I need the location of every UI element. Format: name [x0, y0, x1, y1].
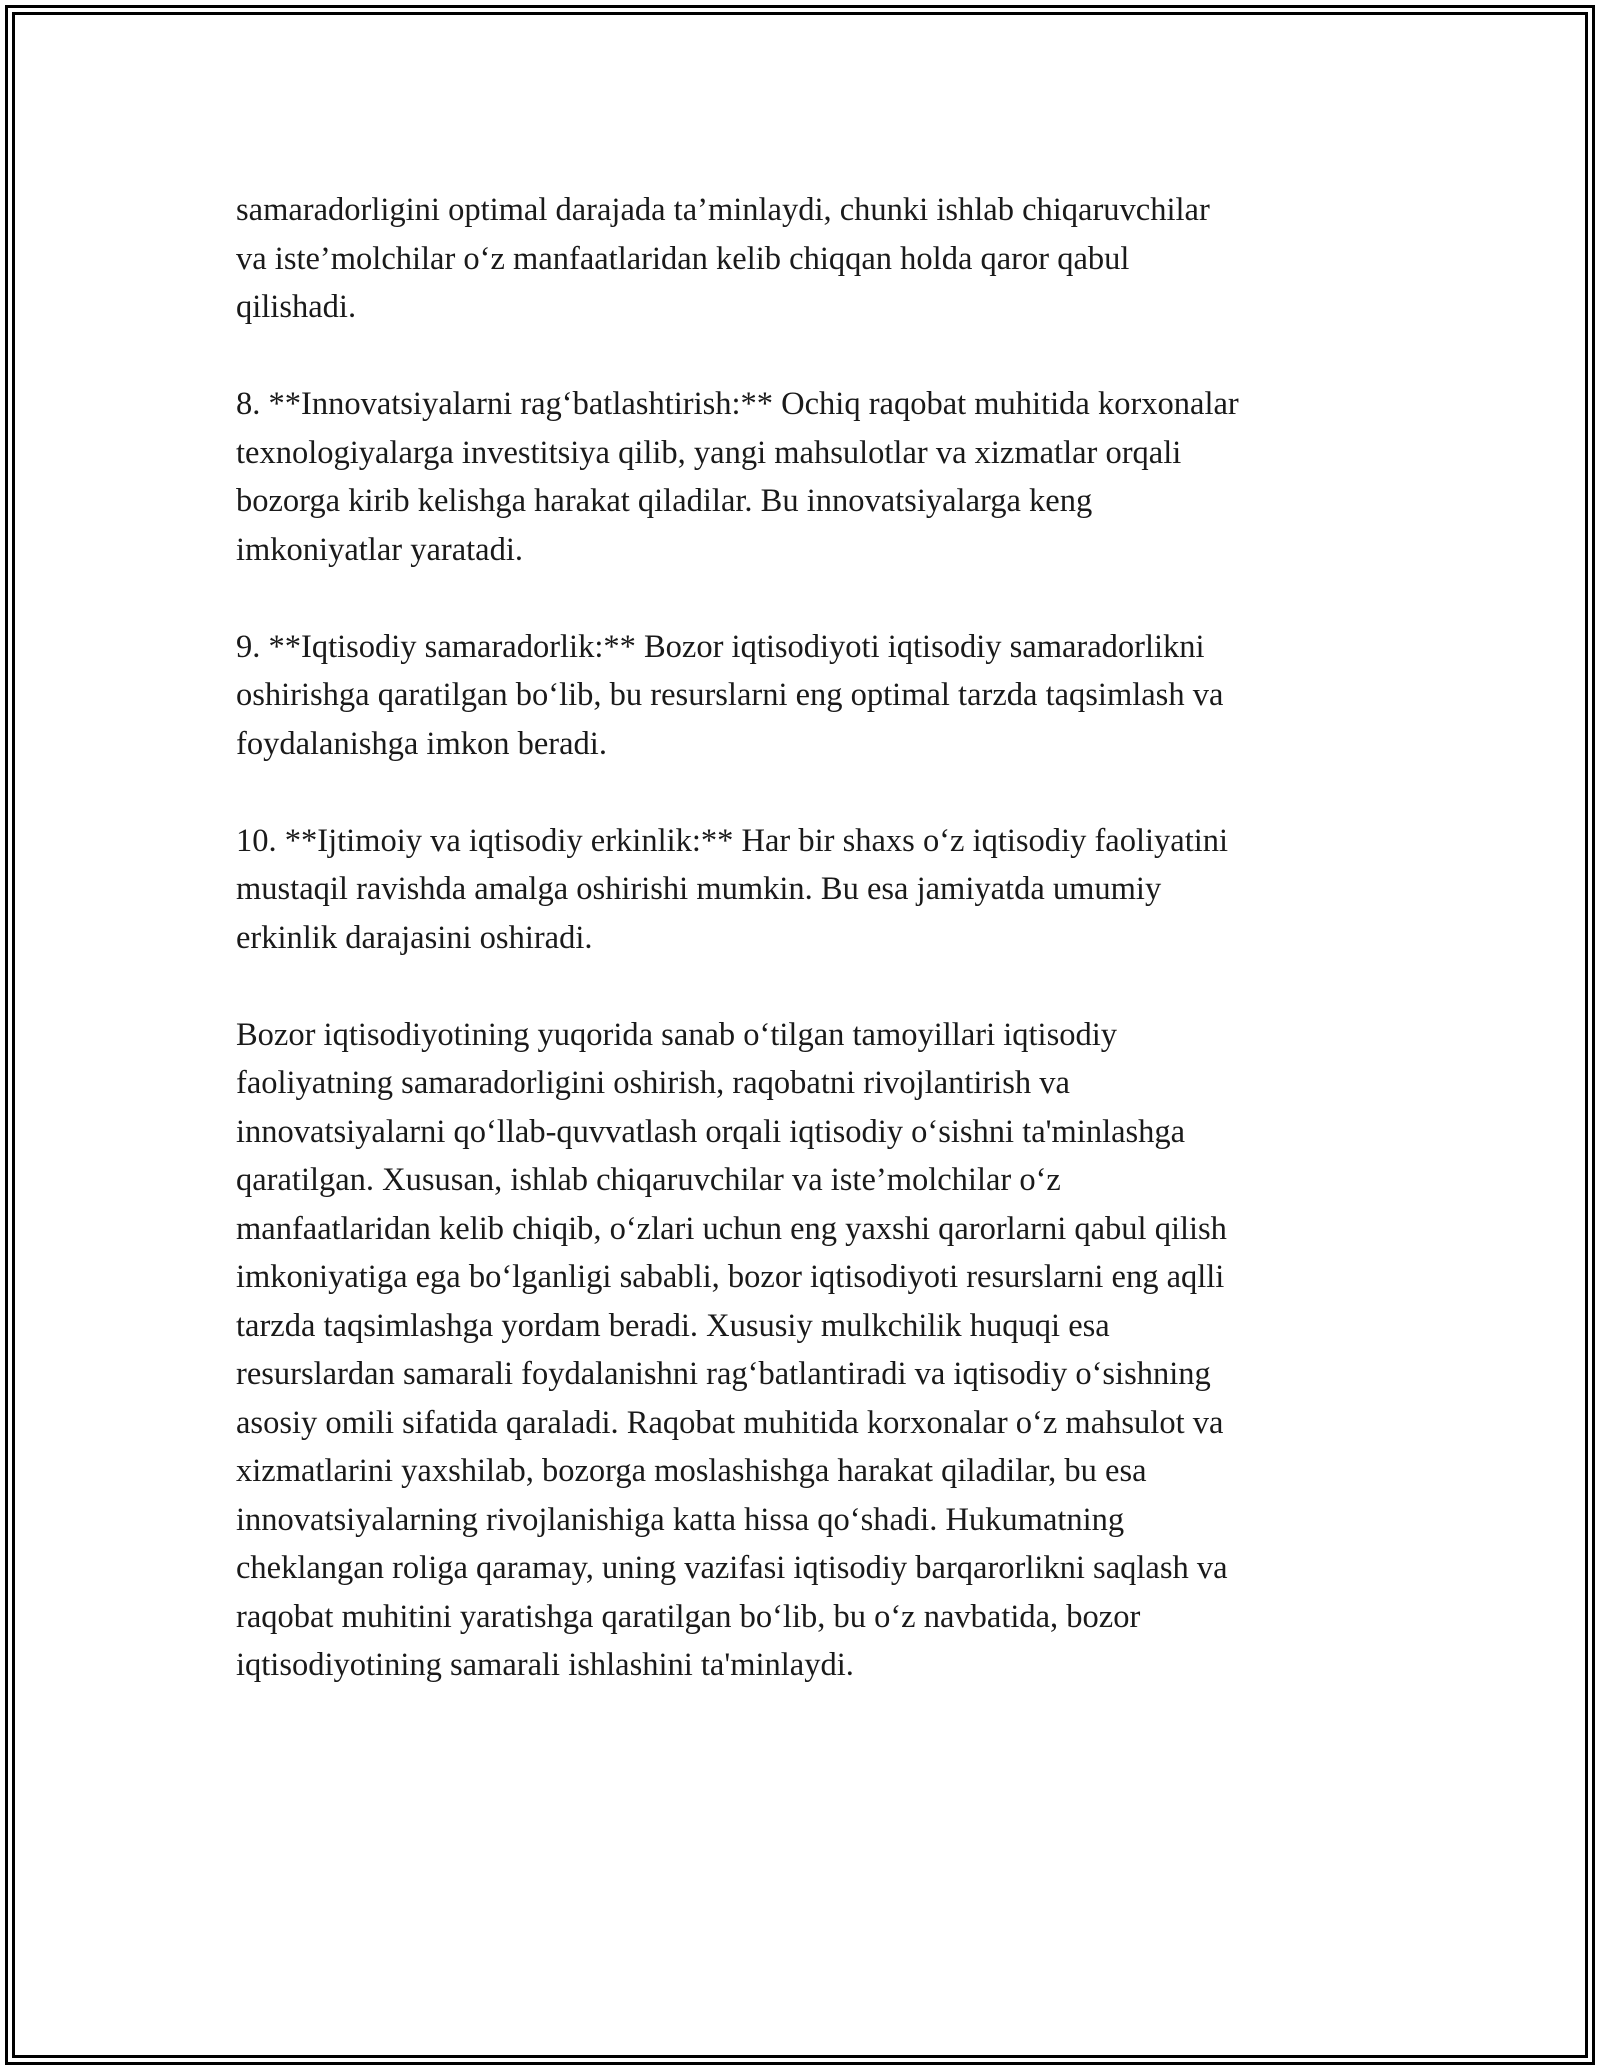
text-line: Bozor iqtisodiyotining yuqorida sanab o‘tilgan tamoyillari iqtisodiy [236, 1016, 1118, 1053]
paragraph-conclusion [236, 1011, 1386, 1690]
paragraph-gap [236, 332, 1386, 381]
text-line: imkoniyatiga ega bo‘lganligi sababli, bozor iqtisodiyoti resurslarni eng aqlli [236, 1259, 1225, 1295]
text-line: cheklangan roliga qaramay, uning vazifasi iqtisodiy barqarorlikni saqlash va [236, 1550, 1228, 1586]
text-line: samaradorligini optimal darajada ta’minlaydi, chunki ishlab chiqaruvchilar [236, 192, 1210, 228]
text-line: tarzda taqsimlashga yordam beradi. Xususiy mulkchilik huquqi esa [236, 1307, 1110, 1344]
text-line: innovatsiyalarning rivojlanishiga katta hissa qo‘shadi. Hukumatning [236, 1501, 1125, 1538]
text-line: mustaqil ravishda amalga oshirishi mumkin. Bu esa jamiyatda umumiy [236, 871, 1162, 907]
text-line: va iste’molchilar o‘z manfaatlaridan kelib chiqqan holda qaror qabul [236, 240, 1130, 277]
text-line: oshirishga qaratilgan bo‘lib, bu resurslarni eng optimal tarzda taqsimlash va [236, 677, 1224, 713]
text-line: 9. **Iqtisodiy samaradorlik:** Bozor iqtisodiyoti iqtisodiy samaradorlikni [236, 628, 1205, 665]
text-line: iqtisodiyotining samarali ishlashini ta'minlaydi. [236, 1647, 854, 1683]
text-line: 8. **Innovatsiyalarni rag‘batlashtirish:** Ochiq raqobat muhitida korxonalar [236, 386, 1239, 422]
text-line: bozorga kirib kelishga harakat qiladilar. Bu innovatsiyalarga keng [236, 483, 1093, 519]
paragraph-item-10 [236, 817, 1386, 963]
text-line: foydalanishga imkon beradi. [236, 725, 607, 762]
text-line: qilishadi. [236, 289, 357, 325]
text-line: erkinlik darajasini oshiradi. [236, 919, 593, 956]
paragraph-gap [236, 574, 1386, 623]
text-line: raqobat muhitini yaratishga qaratilgan bo‘lib, bu o‘z navbatida, bozor [236, 1598, 1141, 1635]
text-line: 10. **Ijtimoiy va iqtisodiy erkinlik:** Har bir shaxs o‘z iqtisodiy faoliyatini [236, 822, 1229, 859]
text-line: manfaatlaridan kelib chiqib, o‘zlari uchun eng yaxshi qarorlarni qabul qilish [236, 1210, 1227, 1247]
text-line: imkoniyatlar yaratadi. [236, 531, 523, 568]
text-line: texnologiyalarga investitsiya qilib, yangi mahsulotlar va xizmatlar orqali [236, 434, 1182, 471]
text-line: asosiy omili sifatida qaraladi. Raqobat muhitida korxonalar o‘z mahsulot va [236, 1404, 1224, 1441]
paragraph-item-8 [236, 380, 1386, 574]
paragraph-continuation [236, 186, 1386, 332]
text-line: qaratilgan. Xususan, ishlab chiqaruvchilar va iste’molchilar o‘z [236, 1162, 1061, 1198]
paragraph-gap [236, 962, 1386, 1011]
text-line: resurslardan samarali foydalanishni rag‘batlantiradi va iqtisodiy o‘sishning [236, 1356, 1211, 1392]
text-line: xizmatlarini yaxshilab, bozorga moslashishga harakat qiladilar, bu esa [236, 1453, 1147, 1489]
text-line: faoliyatning samaradorligini oshirish, raqobatni rivojlantirish va [236, 1065, 1070, 1101]
paragraph-item-9 [236, 623, 1386, 769]
text-line: innovatsiyalarni qo‘llab-quvvatlash orqali iqtisodiy o‘sishni ta'minlashga [236, 1113, 1186, 1150]
paragraph-gap [236, 768, 1386, 817]
document-body [236, 186, 1386, 1690]
